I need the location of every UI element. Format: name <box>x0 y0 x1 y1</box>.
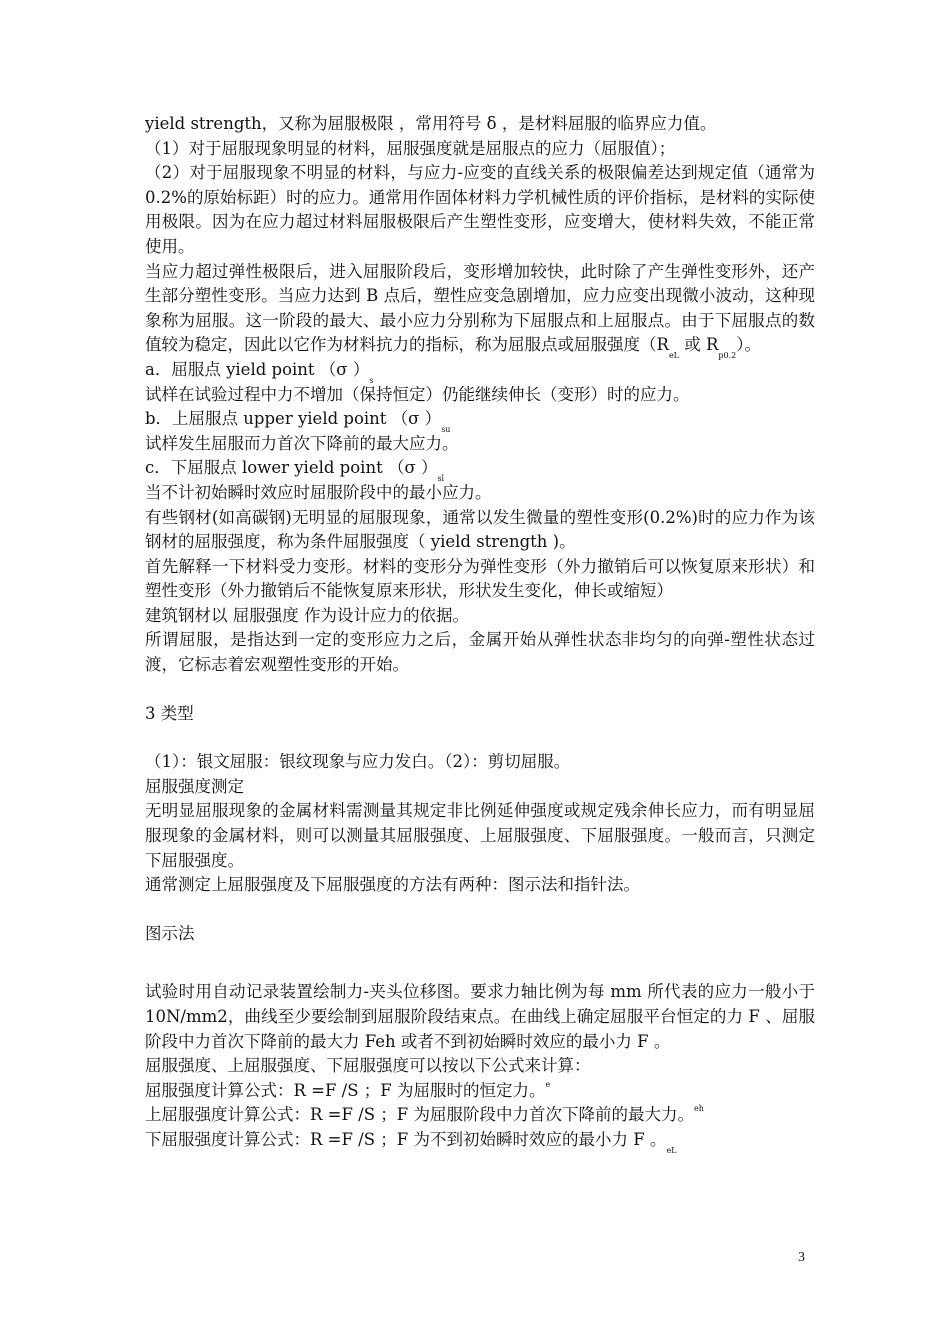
measurement-text: 无明显屈服现象的金属材料需测量其规定非比例延伸强度或规定残余伸长应力，而有明显屈服现象的金属材料，则可以测量其屈服强度、上屈服强度、下屈服强度。一般而言，只测定下屈服强度。 <box>145 801 815 870</box>
close-paren-text: ）。 <box>736 335 761 355</box>
subscript-su: su <box>441 425 451 435</box>
paragraph-obvious-yield <box>145 137 815 162</box>
conditional-yield-text: 有些钢材(如高碳钢)无明显的屈服现象，通常以发生微量的塑性变形(0.2%)时的应力作为该钢材的屈服强度，称为条件屈服强度（ yield strength )。 <box>145 507 815 552</box>
paragraph-yield-stage <box>145 260 815 361</box>
item-a-description-text: 试样在试验过程中力不增加（保持恒定）仍能继续伸长（变形）时的应力。 <box>145 384 690 404</box>
section-heading-graphic-method <box>145 922 815 947</box>
types-text: （1）：银文屈服：银纹现象与应力发白。（2）：剪切屈服。 <box>145 752 571 772</box>
definition-text: yield strength，又称为屈服极限 ，常用符号 δ ，是材料屈服的临界应力值。 <box>145 114 717 133</box>
paragraph-types <box>145 750 815 775</box>
yield-meaning-text: 所谓屈服，是指达到一定的变形应力之后，金属开始从弹性状态非均匀的向弹-塑性状态过渡，它标志着宏观塑性变形的开始。 <box>145 630 815 675</box>
paragraph-deformation <box>145 555 815 604</box>
item-b-description <box>145 432 815 457</box>
item-c-description <box>145 481 815 506</box>
paragraph-yield-meaning <box>145 628 815 677</box>
subscript-p02: p0.2 <box>718 351 737 361</box>
paragraph-conditional-yield <box>145 506 815 555</box>
non-obvious-yield-text: （2）对于屈服现象不明显的材料，与应力-应变的直线关系的极限偏差达到规定值（通常为 0.2%的原始标距）时的应力。通常用作固体材料力学机械性质的评价指标，是材料的实际使用极限。因为在应力超过材料屈服极限后产生塑性变形，应变增大，使材料失效，不能正常使用。 <box>145 163 815 256</box>
section-heading-measurement <box>145 775 815 800</box>
formula-intro-text: 屈服强度、上屈服强度、下屈服强度可以按以下公式来计算： <box>145 1056 591 1076</box>
subscript-s: s <box>369 375 374 385</box>
formula-lower-yield <box>145 1128 815 1153</box>
design-basis-text: 建筑钢材以 屈服强度 作为设计应力的依据。 <box>145 605 469 625</box>
paragraph-graphic-method <box>145 980 815 1054</box>
subscript-eL: eL <box>668 351 679 361</box>
section-heading-types <box>145 702 815 727</box>
paragraph-non-obvious-yield <box>145 161 815 259</box>
paragraph-measurement <box>145 799 815 873</box>
paragraph-definition <box>145 112 815 137</box>
item-a-text: a．屈服点 yield point （σ ） <box>145 359 370 379</box>
obvious-yield-text: （1）对于屈服现象明显的材料，屈服强度就是屈服点的应力（屈服值）； <box>145 138 676 158</box>
yield-stage-text: 当应力超过弹性极限后，进入屈服阶段后，变形增加较快，此时除了产生弹性变形外，还产生部分塑性变形。当应力达到 B 点后，塑性应变急剧增加，应力应变出现微小波动，这种现象称为屈服。这一阶段的最大、最小应力分别称为下屈服点和上屈服点。由于下屈服点的数值较为稳定，因此以它作为材料抗力的指标，称为屈服点或屈服强度（R <box>145 261 815 355</box>
item-c-heading <box>145 456 815 484</box>
item-b-text: b．上屈服点 upper yield point （σ ） <box>145 409 442 429</box>
item-a-heading <box>145 358 815 383</box>
formula-upper-yield-text: 上屈服强度计算公式：R =F /S ；F 为屈服阶段中力首次下降前的最大力。 <box>145 1105 694 1125</box>
superscript-eh: eh <box>694 1104 704 1114</box>
formula-yield-strength <box>145 1079 815 1104</box>
item-c-description-text: 当不计初始瞬时效应时屈服阶段中的最小应力。 <box>145 482 492 502</box>
formula-lower-yield-text: 下屈服强度计算公式：R =F /S ；F 为不到初始瞬时效应的最小力 F 。 <box>145 1129 667 1149</box>
paragraph-methods <box>145 873 815 898</box>
formula-yield-strength-text: 屈服强度计算公式：R =F /S ；F 为屈服时的恒定力。 <box>145 1080 546 1100</box>
graphic-method-heading-text: 图示法 <box>145 923 195 943</box>
deformation-text: 首先解释一下材料受力变形。材料的变形分为弹性变形（外力撤销后可以恢复原来形状）和塑性变形（外力撤销后不能恢复原来形状，形状发生变化，伸长或缩短） <box>145 556 815 601</box>
subscript-sl: sl <box>437 474 445 484</box>
paragraph-formula-intro <box>145 1054 815 1079</box>
page-number: 3 <box>798 1250 805 1265</box>
subscript-eL-lower: eL <box>666 1145 677 1155</box>
superscript-e: e <box>545 1079 551 1089</box>
item-b-description-text: 试样发生屈服而力首次下降前的最大应力。 <box>145 433 459 453</box>
item-a-description <box>145 383 815 408</box>
types-heading-text: 3 类型 <box>145 703 194 723</box>
graphic-method-text: 试验时用自动记录装置绘制力-夹头位移图。要求力轴比例为每 mm 所代表的应力一般小于 10N/mm2，曲线至少要绘制到屈服阶段结束点。在曲线上确定屈服平台恒定的力 F 、屈服阶段中力首次下降前的最大力 Feh 或者不到初始瞬时效应的最小力 F 。 <box>145 982 815 1051</box>
item-b-heading <box>145 407 815 435</box>
or-text: 或 R <box>684 335 719 355</box>
document-page <box>145 112 815 1153</box>
formula-upper-yield <box>145 1103 815 1128</box>
measurement-heading-text: 屈服强度测定 <box>145 776 244 796</box>
item-c-text: c．下屈服点 lower yield point （σ ） <box>145 458 438 478</box>
methods-text: 通常测定上屈服强度及下屈服强度的方法有两种：图示法和指针法。 <box>145 875 640 895</box>
paragraph-design-basis <box>145 604 815 629</box>
